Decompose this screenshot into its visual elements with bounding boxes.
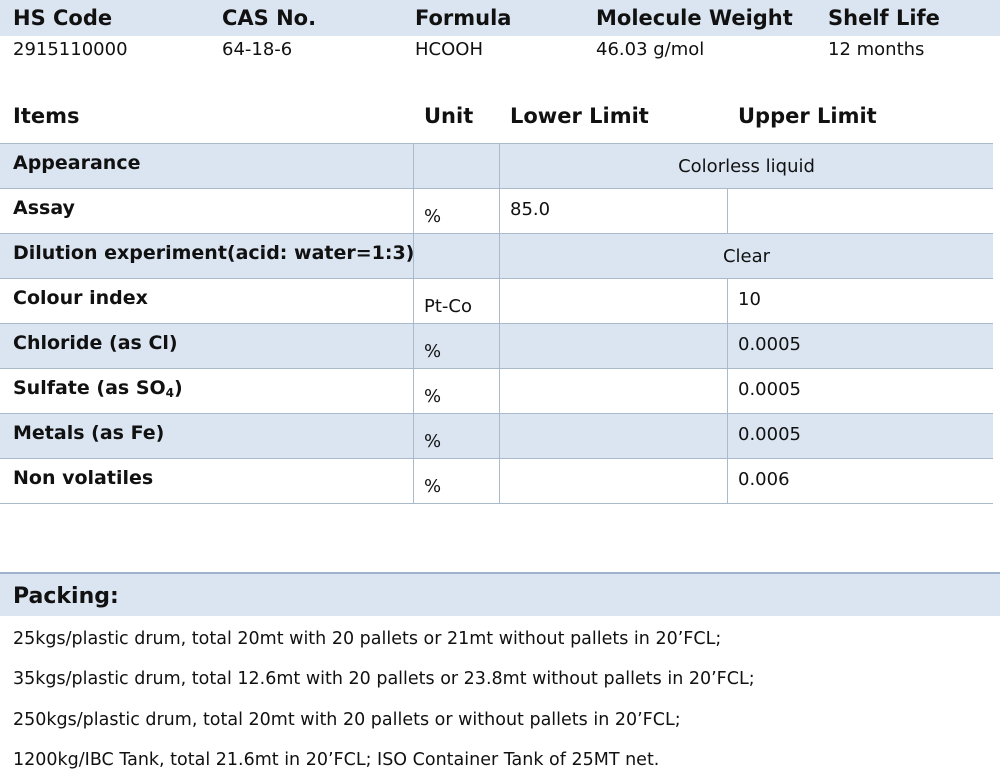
shelf-life-value: 12 months [828,39,925,60]
spec-header-row [0,98,993,143]
lower-limit-column-header: Lower Limit [510,104,649,128]
specification-table [0,98,993,504]
row-item-main: Sulfate (as SO [13,377,166,399]
packing-title: Packing: [13,584,119,609]
row-unit: % [424,476,442,497]
row-upper-limit: 0.0005 [738,334,801,355]
row-item: Non volatiles [13,467,154,489]
cas-no-value: 64-18-6 [222,39,293,60]
formula-label: Formula [415,6,512,30]
shelf-life-label: Shelf Life [828,6,940,30]
row-upper-limit: 0.006 [738,469,790,490]
table-row-assay [0,188,993,233]
row-limit-merged: Clear [722,246,771,267]
formula-value: HCOOH [415,39,483,60]
info-values-row [0,36,1000,72]
row-unit: % [424,341,442,362]
row-upper-limit: 0.0005 [738,379,801,400]
row-unit: Pt-Co [424,296,472,317]
row-upper-limit: 10 [738,289,761,310]
molecule-weight-value: 46.03 g/mol [596,39,705,60]
row-item [13,377,183,400]
table-row-sulfate [0,368,993,413]
row-item: Metals (as Fe) [13,422,165,444]
packing-header [0,572,1000,616]
row-limit-merged: Colorless liquid [678,156,815,177]
unit-column-header: Unit [424,104,474,128]
items-column-header: Items [13,104,80,128]
row-lower-limit: 85.0 [510,199,551,220]
row-item: Dilution experiment(acid: water=1:3) [13,242,415,264]
packing-line: 250kgs/plastic drum, total 20mt with 20 pallets or without pallets in 20’FCL; [13,710,681,730]
row-unit: % [424,206,442,227]
cas-no-label: CAS No. [222,6,317,30]
table-row-non-volatiles [0,458,993,504]
row-item-end: ) [174,377,183,399]
table-row-colour-index [0,278,993,323]
packing-line: 1200kg/IBC Tank, total 21.6mt in 20’FCL; ISO Container Tank of 25MT net. [13,750,660,770]
packing-section [0,572,1000,770]
row-item: Assay [13,197,75,219]
product-info [0,0,1000,72]
row-item: Colour index [13,287,148,309]
table-row-appearance [0,143,993,188]
hs-code-value: 2915110000 [13,39,128,60]
table-row-chloride [0,323,993,368]
row-unit: % [424,386,442,407]
molecule-weight-label: Molecule Weight [596,6,793,30]
info-header-row [0,0,1000,36]
table-row-metals [0,413,993,458]
hs-code-label: HS Code [13,6,113,30]
packing-line: 35kgs/plastic drum, total 12.6mt with 20 pallets or 23.8mt without pallets in 20’FCL; [13,669,755,689]
upper-limit-column-header: Upper Limit [738,104,877,128]
table-row-dilution [0,233,993,278]
packing-line: 25kgs/plastic drum, total 20mt with 20 pallets or 21mt without pallets in 20’FCL; [13,629,722,649]
row-item-subscript: 4 [165,386,175,400]
row-item: Appearance [13,152,141,174]
row-unit: % [424,431,442,452]
row-item: Chloride (as Cl) [13,332,178,354]
row-upper-limit: 0.0005 [738,424,801,445]
